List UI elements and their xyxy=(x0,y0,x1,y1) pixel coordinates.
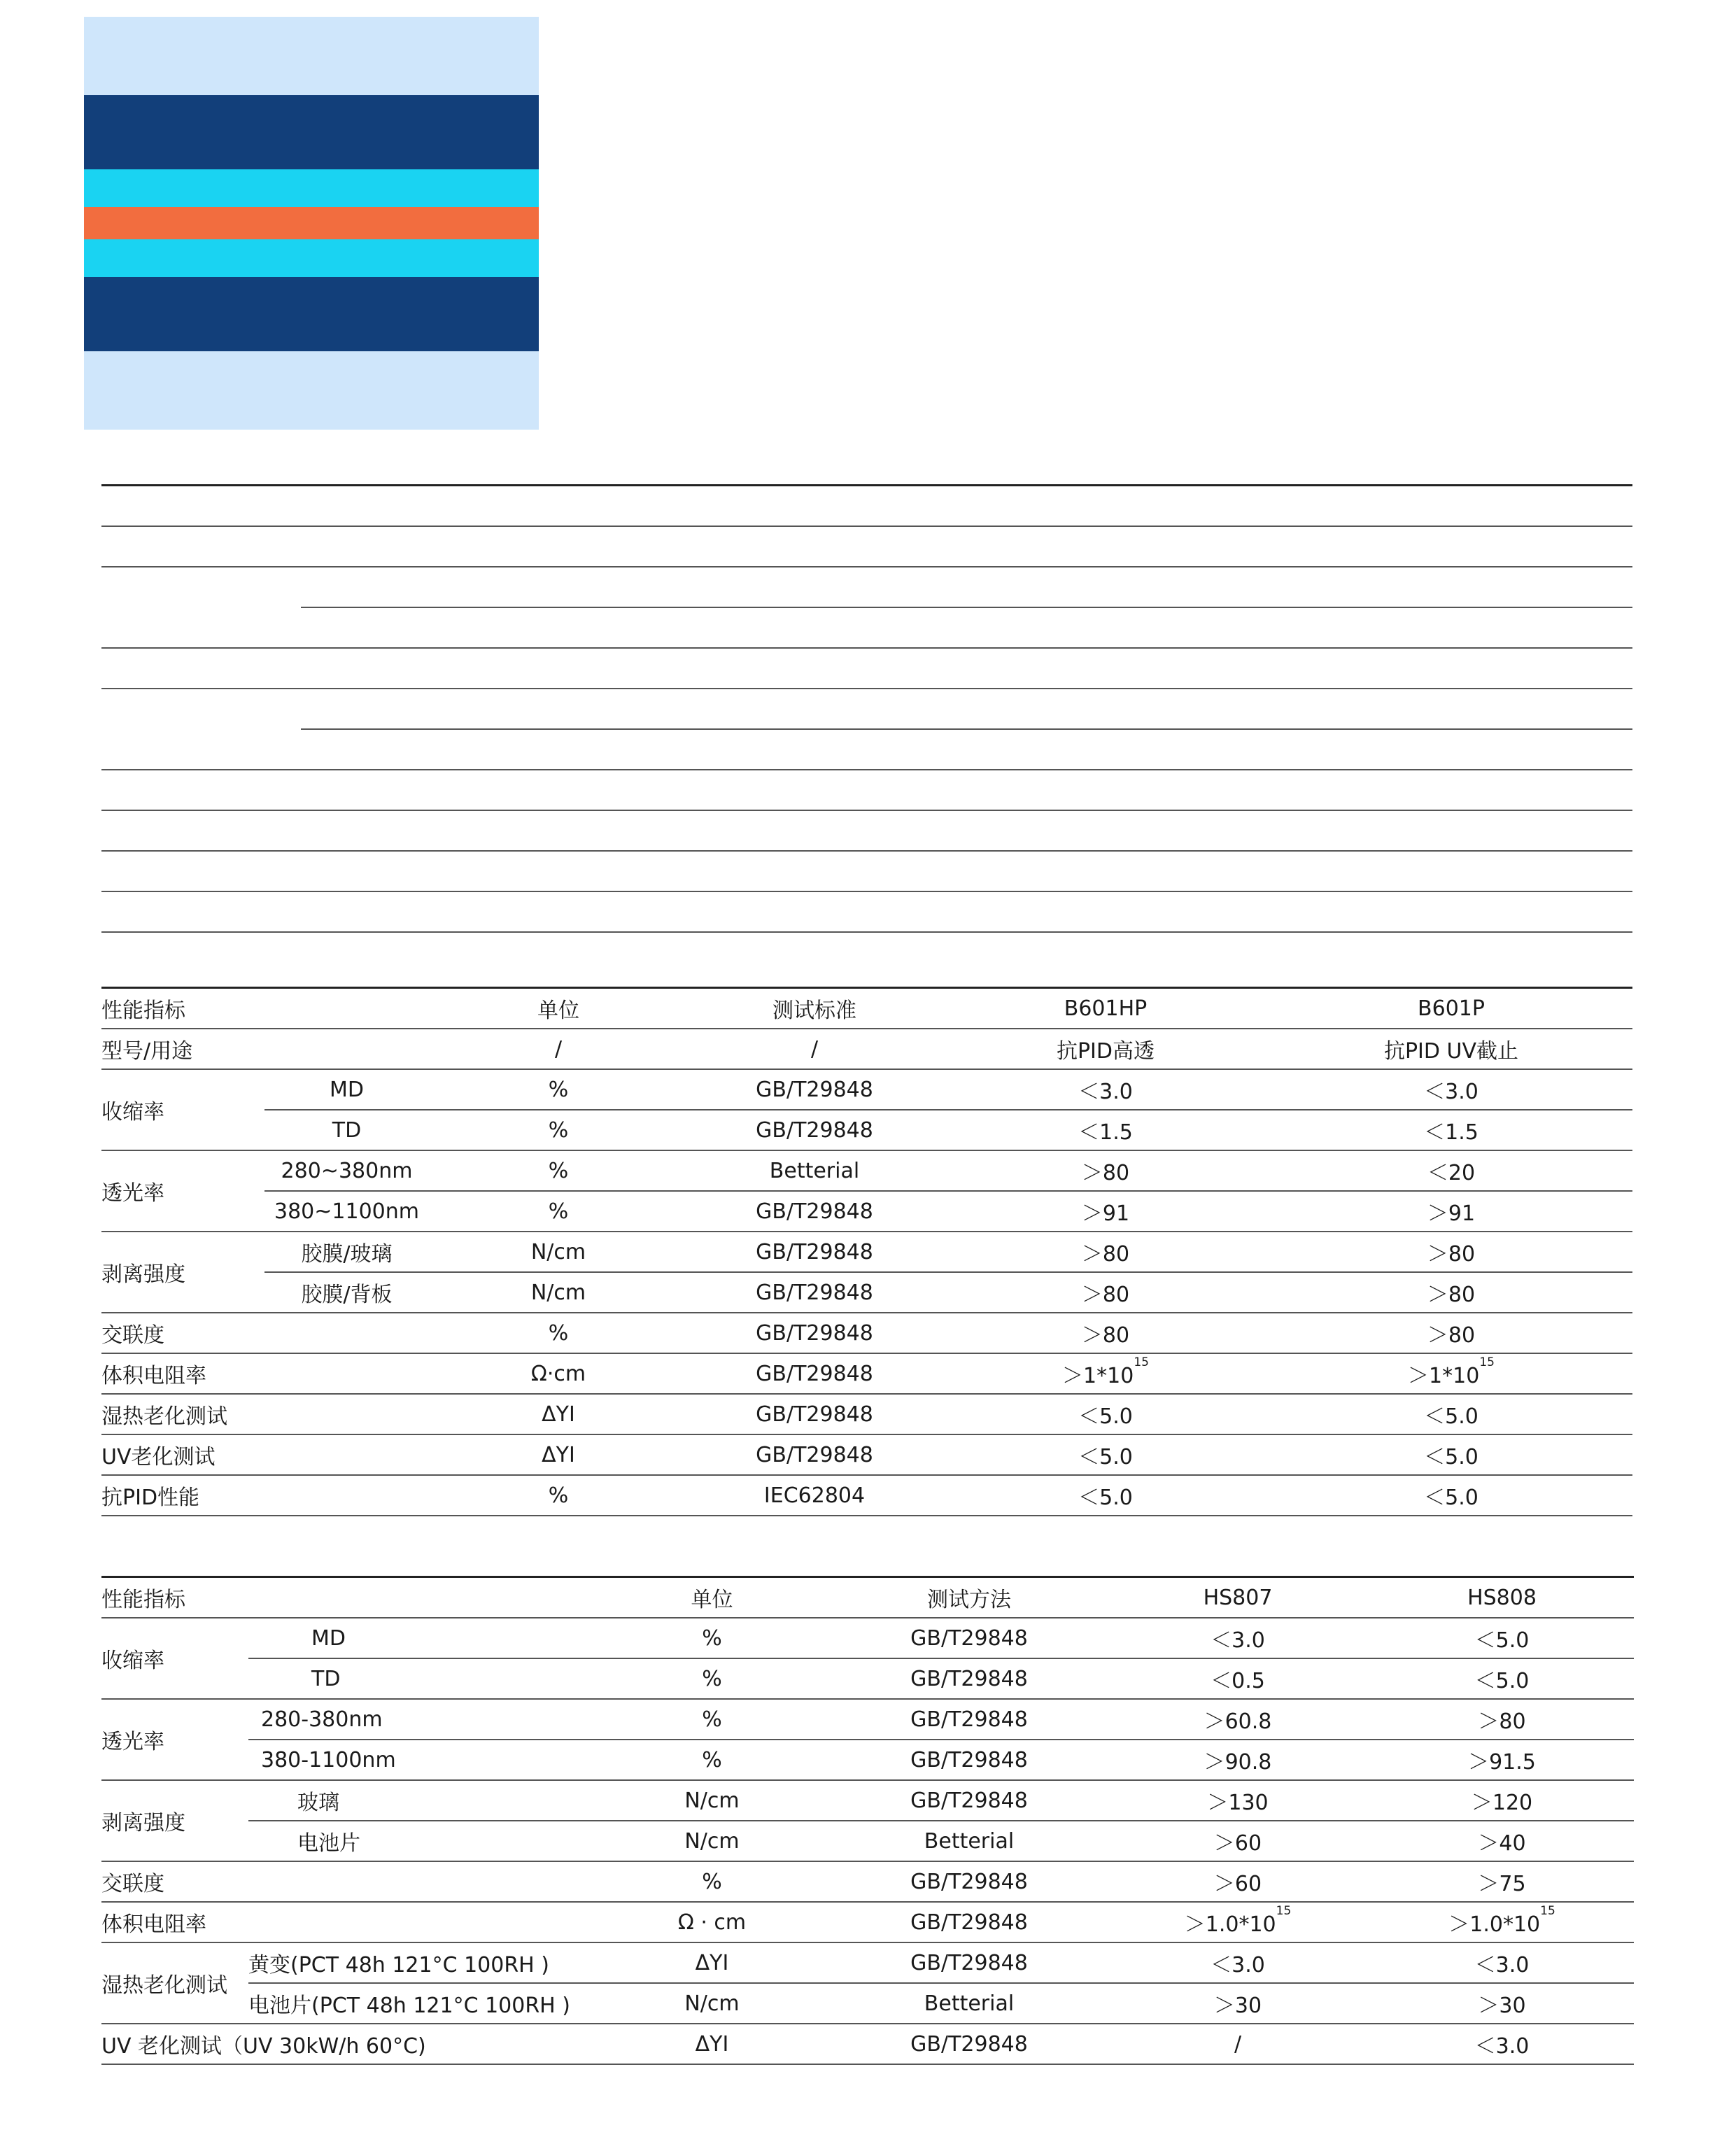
row-peel-glass xyxy=(101,689,1632,729)
layer-carrier-film-bottom xyxy=(84,239,539,277)
row-shrink-2: TD % GB/T29848 ＜1.5 ＜1.5 xyxy=(101,1110,1632,1150)
row-shrink-1: 收缩率 MD % GB/T29848 ＜3.0 ＜5.0 xyxy=(101,1618,1634,1658)
row-shrink-label: 收缩率 xyxy=(101,1618,248,1699)
header-standard: 测试标准 xyxy=(688,988,941,1029)
row-transmittance-label: 透光率 xyxy=(101,1150,264,1232)
row-damp-heat-label: 湿热老化测试 xyxy=(101,1942,248,2024)
row-peel-label: 剥离强度 xyxy=(101,1780,248,1861)
row-peel-label xyxy=(101,689,301,770)
row-uv: UV 老化测试（UV 30kW/h 60°C) ΔYI GB/T29848 / ＜3.0 xyxy=(101,2024,1634,2064)
row-transmittance-1: 透光率 280~380nm % Betterial ＞80 ＜20 xyxy=(101,1150,1632,1191)
row-peel-label: 剥离强度 xyxy=(101,1232,264,1313)
row-volume-resistivity: 体积电阻率 Ω · cm GB/T29848 $>1.0*10^{15}$ $>1.0*10^{15}$ xyxy=(101,1902,1634,1942)
row-shrink-label: 收缩率 xyxy=(101,1069,264,1150)
row-damp-heat: 湿热老化测试 ΔYI GB/T29848 ＜5.0 ＜5.0 xyxy=(101,1394,1632,1434)
row-volume-resistivity: 体积电阻率 Ω·cm GB/T29848 $>1*10^{15}$ $>1*10^{15}$ xyxy=(101,1353,1632,1394)
table-header-row xyxy=(101,1577,1634,1618)
header-indicator: 性能指标 xyxy=(101,988,429,1029)
layer-glass-bottom xyxy=(84,351,539,430)
layer-0bb-cell xyxy=(84,207,539,239)
row-uv: UV老化测试 ΔYI GB/T29848 ＜5.0 ＜5.0 xyxy=(101,1434,1632,1475)
row-transmittance xyxy=(101,648,1632,689)
row-peel-2: 电池片 N/cm Betterial ＞60 ＞40 xyxy=(101,1821,1634,1861)
row-transmittance-label: 透光率 xyxy=(101,1699,248,1780)
row-transmittance-2: 380-1100nm % GB/T29848 ＞90.8 ＞91.5 xyxy=(101,1740,1634,1780)
table-header-row xyxy=(101,486,1632,527)
b602m-spec-table xyxy=(101,484,1632,933)
row-shrink-2: TD % GB/T29848 ＜0.5 ＜5.0 xyxy=(101,1658,1634,1699)
b601hp-spec-table xyxy=(101,987,1632,1516)
header-standard: 测试方法 xyxy=(833,1577,1106,1618)
row-shrink-1: 收缩率 MD % GB/T29848 ＜3.0 ＜3.0 xyxy=(101,1069,1632,1110)
header-unit xyxy=(504,486,812,527)
header-unit: 单位 xyxy=(429,988,688,1029)
layer-stack-diagram xyxy=(84,17,539,430)
header-standard xyxy=(812,486,1120,527)
row-crosslink: 交联度 % GB/T29848 ＞80 ＞80 xyxy=(101,1313,1632,1353)
row-damp-heat-1: 湿热老化测试 黄变(PCT 48h 121°C 100RH ) ΔYI GB/T29848 ＜3.0 ＜3.0 xyxy=(101,1942,1634,1983)
row-volume-resistivity xyxy=(101,810,1632,851)
layer-carrier-film-top xyxy=(84,169,539,207)
header-col-b: B601P xyxy=(1270,988,1632,1029)
row-shrink-md xyxy=(101,567,1632,607)
header-col-a: HS807 xyxy=(1106,1577,1370,1618)
row-peel-1: 剥离强度 胶膜/玻璃 N/cm GB/T29848 ＞80 ＞80 xyxy=(101,1232,1632,1272)
row-shrink-td xyxy=(101,607,1632,648)
layer-glass-top xyxy=(84,17,539,95)
row-uv xyxy=(101,891,1632,932)
layer-poe-eva-top xyxy=(84,95,539,169)
table-header-row xyxy=(101,988,1632,1029)
row-peel-1: 剥离强度 玻璃 N/cm GB/T29848 ＞130 ＞120 xyxy=(101,1780,1634,1821)
header-unit: 单位 xyxy=(591,1577,833,1618)
row-use xyxy=(101,526,1632,567)
header-col-b: HS808 xyxy=(1370,1577,1634,1618)
hs807-hs808-spec-table xyxy=(101,1576,1634,2065)
layer-poe-eva-bottom xyxy=(84,277,539,351)
row-crosslink: 交联度 % GB/T29848 ＞60 ＞75 xyxy=(101,1861,1634,1902)
row-peel-2: 胶膜/背板 N/cm GB/T29848 ＞80 ＞80 xyxy=(101,1272,1632,1313)
row-damp-heat xyxy=(101,851,1632,891)
row-shrink-label xyxy=(101,567,301,648)
row-transmittance-1: 透光率 280-380nm % GB/T29848 ＞60.8 ＞80 xyxy=(101,1699,1634,1740)
header-indicator: 性能指标 xyxy=(101,1577,591,1618)
header-b602m xyxy=(1120,486,1632,527)
header-col-a: B601HP xyxy=(941,988,1270,1029)
row-anti-pid: 抗PID性能 % IEC62804 ＜5.0 ＜5.0 xyxy=(101,1475,1632,1516)
row-use: 型号/用途 / / 抗PID高透 抗PID UV截止 xyxy=(101,1029,1632,1069)
row-peel-backsheet xyxy=(101,729,1632,770)
header-indicator xyxy=(101,486,504,527)
row-damp-heat-2: 电池片(PCT 48h 121°C 100RH ) N/cm Betterial ＞30 ＞30 xyxy=(101,1983,1634,2024)
row-crosslink xyxy=(101,770,1632,810)
row-transmittance-2: 380~1100nm % GB/T29848 ＞91 ＞91 xyxy=(101,1191,1632,1232)
